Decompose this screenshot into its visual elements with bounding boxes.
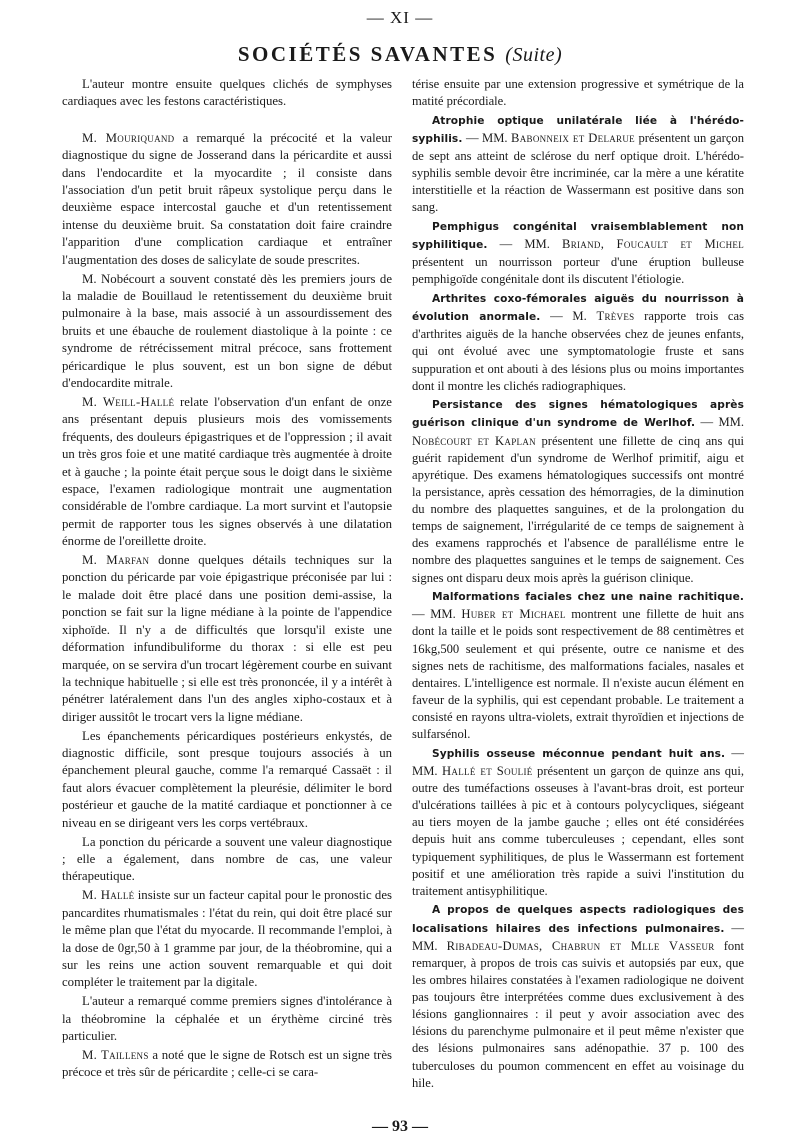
roman-folio: — XI — [366, 8, 434, 27]
author-name: Hallé et Soulié [442, 763, 533, 778]
author-name: Nobécourt et Kaplan [412, 433, 536, 448]
section-heading [0, 42, 800, 67]
report-entry: Pemphigus congénital vraisemblablement non syphilitique. — MM. Briand, Foucault et Michel présentent un nourrisson porteur d'une éruption bulleuse pemphigoïde congénitale dont ils discutent l'étiologie. [412, 221, 744, 287]
report-title: Pemphigus congénital vraisemblablement non syphilitique. [412, 221, 744, 252]
report-title: A propos de quelques aspects radiologiques des localisations hilaires des infections pulmonaires. [412, 904, 744, 935]
author-name: Huber et Michael [461, 607, 566, 622]
report-title: Malformations faciales chez une naine rachitique. [432, 591, 744, 604]
paragraph: L'auteur a remarqué comme premiers signes d'intolérance à la théobromine la céphalée et un érythème circiné très particulier. [62, 994, 392, 1044]
right-column [412, 76, 744, 1093]
author-name: M. Marfan [82, 553, 150, 568]
paragraph: M. Marfan donne quelques détails techniques sur la ponction du péricarde par voie épigastrique préconisée par lui : le malade doit être placé dans une position demi-assise, la ponction se fait sur la ligne médiane à la pointe de l'appendice xiphoïde. Il n'y a de difficultés que lorsqu'il existe une déformation infundibuliforme du thorax : si elle est peu marquée, on se servira d'un trocart légèrement courbe en suivant la technique habituelle ; si elle est très prononcée, il y a intérêt à pénétrer latéralement dans l'un des angles xipho-costaux et à diriger aussitôt le trocart vers la ligne médiane. [62, 553, 392, 724]
paragraph: M. Nobécourt a souvent constaté dès les premiers jours de la maladie de Bouillaud le retentissement du deuxième bruit pulmonaire à la base, mais associé à un assourdissement des bruits et une ébauche de roulement diastolique à la pointe : ce syndrome de rétrécissement mitral précoce, sans frottement péricardique le plus souvent, est un bon signe de début d'endocardite mitrale. [62, 271, 392, 390]
report-title: Arthrites coxo-fémorales aiguës du nourrisson à évolution anormale. [412, 293, 744, 324]
heading-suite: (Suite) [505, 44, 563, 66]
paragraph: M. Taillens a noté que le signe de Rotsch est un signe très précoce et très sûr de péricardite ; celle-ci se cara- [62, 1047, 392, 1080]
paragraph: M. Mouriquand a remarqué la précocité et la valeur diagnostique du signe de Josserand dans la péricardite et aussi dans l'endocardite et la myocardite ; il consiste dans l'association d'un petit bruit râpeux systolique perçu dans le deuxième espace intercostal gauche et d'un retentissement intense du deuxième bruit. Sa constatation doit faire craindre l'apparition d'une complication cardiaque et entraîner l'augmentation des doses de salicylate de soude prescrites. [62, 130, 392, 267]
report-entry: Arthrites coxo-fémorales aiguës du nourrisson à évolution anormale. — M. Trèves rapporte trois cas d'arthrites aiguës de la hanche observées chez de jeunes enfants, qui ont évolué avec une symptomatologie fruste et sans suppuration et ont abouti à des lésions plus ou moins importantes dont il montre les clichés radiographiques. [412, 293, 744, 393]
report-entry: Syphilis osseuse méconnue pendant huit ans. — MM. Hallé et Soulié présentent un garçon de quinze ans qui, outre des tuméfactions osseuses à l'avant-bras droit, est porteur d'ulcérations taillées à pic et à contours polycycliques, siégeant au tiers moyen de la jambe gauche ; elles ont été considérées depuis huit ans comme tuberculeuses ; cependant, elles sont typiquement syphilitiques, de plus le Wassermann est fortement positif et une amélioration très rapide a suivi l'institution du traitement antisyphilitique. [412, 745, 744, 898]
paragraph: Les épanchements péricardiques postérieurs enkystés, de diagnostic difficile, sont presque toujours associés à un épanchement pleural gauche, comme l'a remarqué Cassaët : il faut alors évacuer complètement la pleurésie, délimiter le bord postérieur et gauche de la matité cardiaque et ponctionner à ce niveau en se dirigeant vers les corps vertébraux. [62, 728, 392, 830]
report-title: Syphilis osseuse méconnue pendant huit ans. [432, 747, 726, 760]
paragraph: La ponction du péricarde a souvent une valeur diagnostique ; elle a également, dans nombre de cas, une valeur thérapeutique. [62, 834, 392, 884]
author-name: M. Mouriquand [82, 130, 175, 145]
report-entry: Malformations faciales chez une naine rachitique. — MM. Huber et Michael montrent une fillette de huit ans dont la taille et le poids sont respectivement de 88 centimètres et 16kg,500 seulement et qui présente, outre ce nanisme et des signes nets de rachitisme, des malformations faciales, nasales et dentaires. L'intelligence est normale. Il n'existe aucun élément en faveur de la syphilis, qui est cependant probable. Le traitement a consisté en rayons ultra-violets, extrait thyroïdien et injections de sulfarsénol. [412, 591, 744, 742]
author-name: M. Taillens [82, 1047, 149, 1062]
left-column [62, 76, 392, 1083]
author-name: Briand, Foucault et Michel [562, 237, 744, 252]
author-name: M. Hallé [82, 888, 135, 903]
report-title: Persistance des signes hématologiques après guérison clinique d'un syndrome de Werlhof. [412, 399, 744, 430]
report-entry: Atrophie optique unilatérale liée à l'hérédo-syphilis. — MM. Babonneix et Delarue présentent un garçon de sept ans atteint de sclérose du nerf optique droit. L'hérédo-syphilis semble devoir être incriminée, car la mère a une kératite interstitielle et la réaction de Wassermann est positive dans son sang. [412, 114, 744, 215]
report-entry: Persistance des signes hématologiques après guérison clinique d'un syndrome de Werlhof. — MM. Nobécourt et Kaplan présentent une fillette de cinq ans qui guérit rapidement d'un syndrome de Werlhof primitif, aigu et apyrétique. Des examens hématologiques successifs ont montré la persistance, après cessation des hémorragies, de la diminution du nombre des plaquettes sanguines, et de la prolongation du temps de saignement, l'irrégularité de ce temps de saignement à des examens rapprochés et l'absence de parallélisme entre le nombre des plaquettes sanguines et le temps de saignement. Ces signes ont disparu deux mois après la guérison clinique. [412, 399, 744, 585]
report-entry: A propos de quelques aspects radiologiques des localisations hilaires des infections pulmonaires. — MM. Ribadeau-Dumas, Chabrun et Mlle Vasseur font remarquer, à propos de trois cas suivis et autopsiés par eux, que les ombres hilaires constatées à l'examen radiologique ne doivent pas toujours être interprétées comme dues exclusivement à des lésions ganglionnaires : il peut y avoir association avec des lésions du parenchyme pulmonaire et il peut même n'exister que des lésions pulmonaires sans adénopathie. 37 p. 100 des tuberculoses du poumon commencent en effet au voisinage du hile. [412, 904, 745, 1090]
page-number: — 93 — [372, 1118, 428, 1135]
report-title: Atrophie optique unilatérale liée à l'hérédo-syphilis. [412, 114, 744, 145]
author-name: M. Weill-Hallé [82, 394, 175, 409]
author-name: Trèves [596, 309, 635, 324]
paragraph: térise ensuite par une extension progressive et symétrique de la matité précordiale. [412, 77, 744, 109]
heading-title: SOCIÉTÉS SAVANTES [237, 42, 498, 66]
paragraph: M. Weill-Hallé relate l'observation d'un enfant de onze ans présentant depuis plusieurs mois des vomissements fréquents, des douleurs épigastriques et de l'oppression ; il avait un très gros foie et une matité cardiaque très augmentée à droite et à gauche ; la pointe était perçue sous le doigt dans le sixième espace, l'examen radiologique montrait une augmentation considérable de l'ombre cardiaque. La mort survint et l'autopsie permit de rapporter tous les signes observés à une dilatation énorme de l'oreillette droite. [62, 394, 392, 549]
paragraph: L'auteur montre ensuite quelques clichés de symphyses cardiaques avec les festons caractéristiques. [62, 77, 392, 109]
author-name: Babonneix et Delarue [511, 130, 635, 145]
author-name: Ribadeau-Dumas, Chabrun et Mlle Vasseur [446, 938, 715, 953]
paragraph: M. Hallé insiste sur un facteur capital pour le pronostic des pancardites rhumatismales : l'état du rein, qui doit être placé sur le même plan que l'état du myocarde. Il recommande l'emploi, à la dose de 0gr,50 à 1 gramme par jour, de la théobromine, qui a sur les reins une action souvent remarquable et qui doit compléter le traitement par la digitale. [62, 888, 392, 990]
